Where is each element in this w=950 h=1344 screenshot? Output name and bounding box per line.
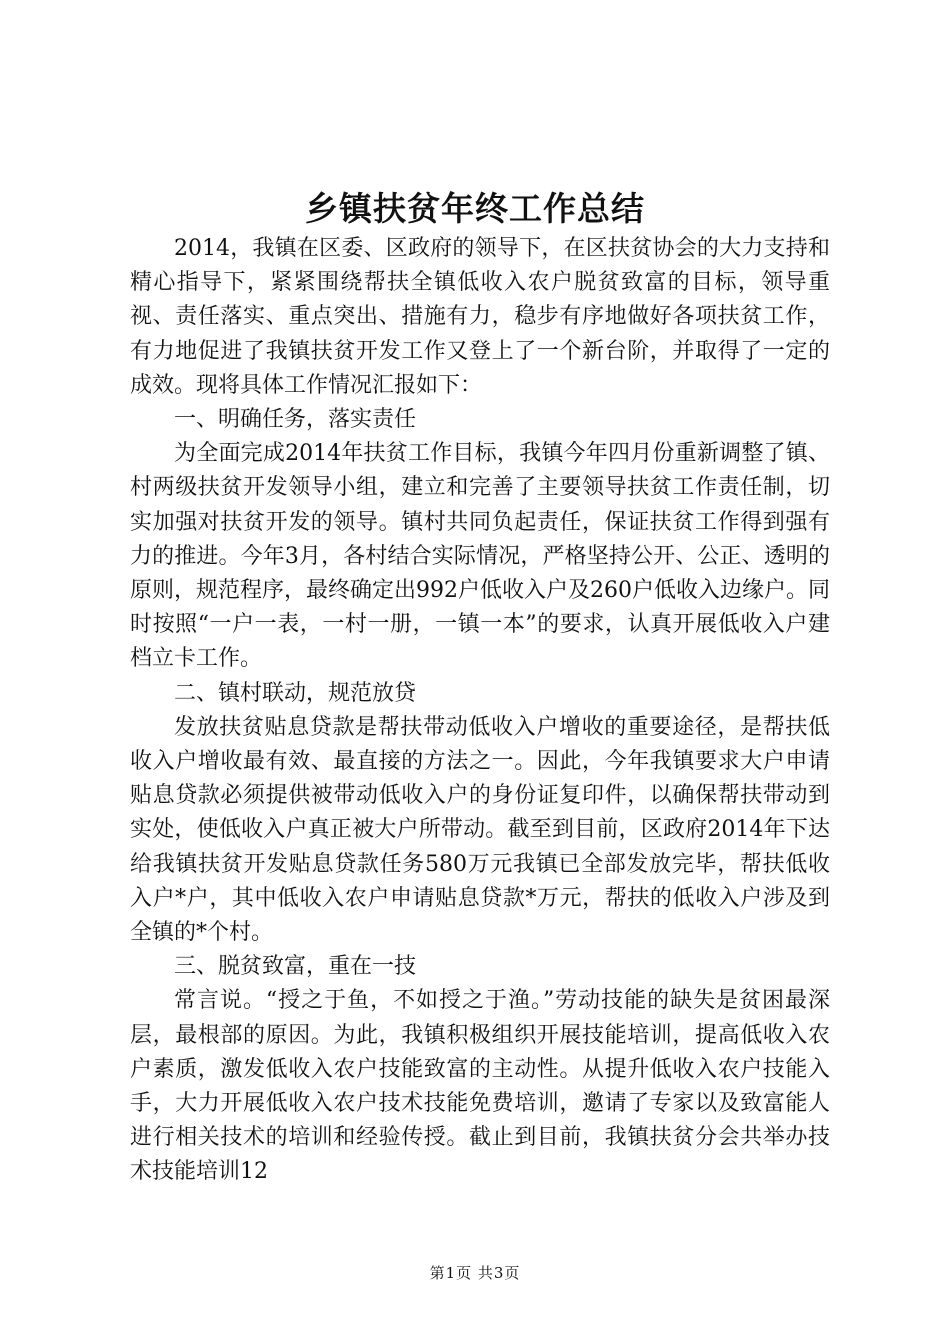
paragraph-intro: 2014，我镇在区委、区政府的领导下，在区扶贫协会的大力支持和精心指导下，紧紧围绕帮扶全镇低收入农户脱贫致富的目标，领导重视、责任落实、重点突出、措施有力，稳步有序地做好各项扶贫工作，有力地促进了我镇扶贫开发工作又登上了一个新台阶，并取得了一定的成效。现将具体工作情况汇报如下： xyxy=(130,236,830,398)
document-title: 乡镇扶贫年终工作总结 xyxy=(305,189,645,228)
section-heading-1: 一、明确任务，落实责任 xyxy=(174,407,417,433)
section-heading-2: 二、镇村联动，规范放贷 xyxy=(174,680,417,706)
paragraph-section-1: 为全面完成2014年扶贫工作目标，我镇今年四月份重新调整了镇、村两级扶贫开发领导小组，建立和完善了主要领导扶贫工作责任制，切实加强对扶贫开发的领导。镇村共同负起责任，保证扶贫工作得到强有力的推进。今年3月，各村结合实际情况，严格坚持公开、公正、透明的原则，规范程序，最终确定出992户低收入户及260户低收入边缘户。同时按照“一户一表，一村一册，一镇一本”的要求，认真开展低收入户建档立卡工作。 xyxy=(130,441,830,672)
paragraph-section-2: 发放扶贫贴息贷款是帮扶带动低收入户增收的重要途径，是帮扶低收入户增收最有效、最直接的方法之一。因此，今年我镇要求大户申请贴息贷款必须提供被带动低收入户的身份证复印件，以确保帮扶带动到实处，使低收入户真正被大户所带动。截至到目前，区政府2014年下达给我镇扶贫开发贴息贷款任务580万元我镇已全部发放完毕，帮扶低收入户*户，其中低收入农户申请贴息贷款*万元，帮扶的低收入户涉及到全镇的*个村。 xyxy=(130,714,830,946)
paragraph-section-3: 常言说。“授之于鱼，不如授之于渔。”劳动技能的缺失是贫困最深层，最根部的原因。为此，我镇积极组织开展技能培训，提高低收入农户素质，激发低收入农户技能致富的主动性。从提升低收入农户技能入手，大力开展低收入农户技术技能免费培训，邀请了专家以及致富能人进行相关技术的培训和经验传授。截止到目前，我镇扶贫分会共举办技术技能培训12 xyxy=(130,988,830,1185)
page-footer: 第1页 共3页 xyxy=(429,1264,521,1282)
section-heading-3: 三、脱贫致富，重在一技 xyxy=(174,954,417,980)
document-body xyxy=(130,232,830,1190)
